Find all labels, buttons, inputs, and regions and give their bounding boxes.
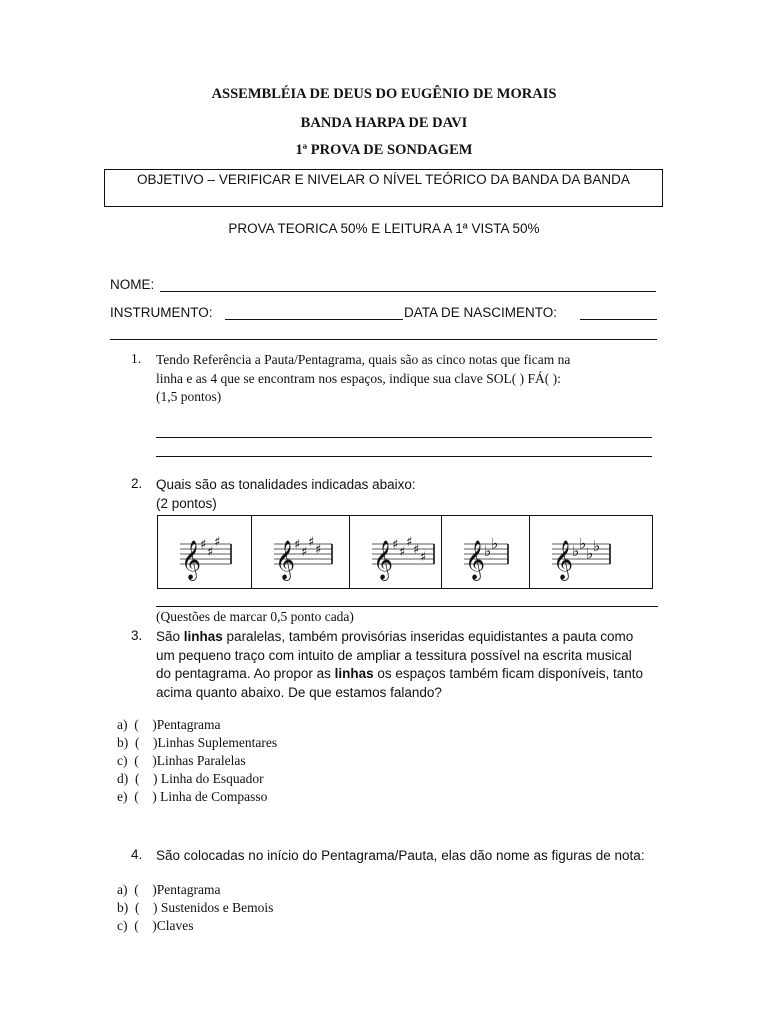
flat-icon: ♭	[579, 534, 587, 553]
treble-clef-staff	[442, 516, 530, 588]
sharp-icon: ♯	[315, 542, 322, 558]
sharp-icon: ♯	[420, 550, 427, 565]
q3-bold-term: linhas	[334, 666, 374, 681]
q4-option-b[interactable]: b) ( ) Sustenidos e Bemois	[117, 900, 274, 915]
q3-text-span: do pentagrama. Ao propor as	[156, 666, 335, 681]
treble-clef-icon: 𝄞	[373, 540, 394, 580]
q3-bold-term: linhas	[183, 629, 223, 644]
q3-option-d[interactable]: d) ( ) Linha do Esquador	[117, 771, 264, 786]
q3-line3	[156, 665, 666, 684]
instrument-field[interactable]	[225, 319, 403, 320]
separator-line	[110, 339, 657, 340]
sharp-icon: ♯	[301, 545, 308, 560]
q3-text-span: os espaços também ficam disponíveis, tanto	[373, 666, 644, 681]
q4-option-c[interactable]: c) ( )Claves	[117, 918, 194, 933]
flat-icon: ♭	[491, 534, 499, 553]
sharp-icon: ♯	[413, 542, 420, 558]
birth-date-field[interactable]	[580, 319, 657, 320]
sharp-icon: ♯	[207, 545, 214, 560]
key-signature-cell	[442, 516, 530, 588]
q3-text	[156, 628, 666, 702]
sharp-icon: ♯	[308, 535, 315, 550]
instrument-label: INSTRUMENTO:	[110, 305, 213, 320]
treble-clef-icon: 𝄞	[465, 540, 486, 580]
q1-line1: Tendo Referência a Pauta/Pentagrama, quais são as cinco notas que ficam na	[156, 352, 571, 367]
q4-number: 4.	[131, 847, 143, 862]
q2-text	[156, 476, 666, 513]
q3-option-a[interactable]: a) ( )Pentagrama	[117, 717, 221, 732]
treble-clef-staff	[350, 516, 442, 588]
treble-clef-icon: 𝄞	[275, 540, 296, 580]
exam-title: 1ª PROVA DE SONDAGEM	[295, 142, 473, 158]
mc-note: (Questões de marcar 0,5 ponto cada)	[156, 609, 354, 624]
treble-clef-icon: 𝄞	[181, 540, 202, 580]
q3-line4: acima quanto abaixo. De que estamos falando?	[156, 684, 442, 700]
q3-text-span: paralelas, também provisórias inseridas equidistantes a pauta como	[222, 629, 634, 644]
church-title: ASSEMBLÉIA DE DEUS DO EUGÊNIO DE MORAIS	[211, 86, 557, 102]
q3-number: 3.	[131, 628, 143, 643]
q1-answer-line-2[interactable]	[156, 456, 652, 457]
q3-option-c[interactable]: c) ( )Linhas Paralelas	[117, 753, 246, 768]
sharp-icon: ♯	[392, 537, 399, 553]
sharp-icon: ♯	[200, 537, 207, 553]
q3-option-b[interactable]: b) ( )Linhas Suplementares	[117, 735, 278, 750]
q2-number: 2.	[131, 476, 143, 491]
flat-icon: ♭	[593, 537, 601, 555]
treble-clef-staff	[158, 516, 252, 588]
q1-line2: linha e as 4 que se encontram nos espaços, indique sua clave SOL( ) FÁ( ):	[156, 370, 561, 386]
key-signature-cell	[158, 516, 252, 588]
q1-number: 1.	[131, 351, 142, 366]
name-field[interactable]	[160, 291, 656, 292]
q3-option-e[interactable]: e) ( ) Linha de Compasso	[117, 789, 268, 804]
sharp-icon: ♯	[214, 535, 221, 550]
q4-text: São colocadas no início do Pentagrama/Pauta, elas dão nome as figuras de nota:	[156, 848, 645, 863]
name-label: NOME:	[110, 277, 155, 292]
q1-points: (1,5 pontos)	[156, 389, 222, 404]
key-signature-cell	[350, 516, 442, 588]
q2-question: Quais são as tonalidades indicadas abaixo:	[156, 477, 416, 492]
flat-icon: ♭	[484, 542, 492, 560]
band-title: BANDA HARPA DE DAVI	[300, 115, 468, 131]
q3-line1	[156, 628, 666, 647]
key-signature-cell	[530, 516, 652, 588]
sharp-icon: ♯	[399, 545, 406, 560]
key-signature-cell	[252, 516, 350, 588]
sharp-icon: ♯	[406, 535, 413, 550]
flat-icon: ♭	[586, 544, 594, 563]
objective-box: OBJETIVO – VERIFICAR E NIVELAR O NÍVEL TEÓRICO DA BANDA DA BANDA	[104, 169, 663, 207]
q2-points: (2 pontos)	[156, 495, 217, 511]
q4-option-a[interactable]: a) ( )Pentagrama	[117, 882, 221, 897]
q2-answer-line[interactable]	[156, 606, 658, 607]
q1-text	[156, 351, 666, 407]
treble-clef-staff	[530, 516, 652, 588]
treble-clef-staff	[252, 516, 350, 588]
q3-line2: um pequeno traço com intuito de ampliar a tessitura possível na escrita musical	[156, 647, 632, 663]
birth-date-label: DATA DE NASCIMENTO:	[404, 305, 558, 320]
key-signature-table	[157, 515, 653, 589]
treble-clef-icon: 𝄞	[553, 540, 574, 580]
flat-icon: ♭	[572, 542, 580, 560]
sharp-icon: ♯	[294, 537, 301, 553]
q3-text-span: São	[156, 629, 184, 644]
weights-text: PROVA TEORICA 50% E LEITURA A 1ª VISTA 50%	[228, 221, 540, 236]
q1-answer-line-1[interactable]	[156, 437, 652, 438]
